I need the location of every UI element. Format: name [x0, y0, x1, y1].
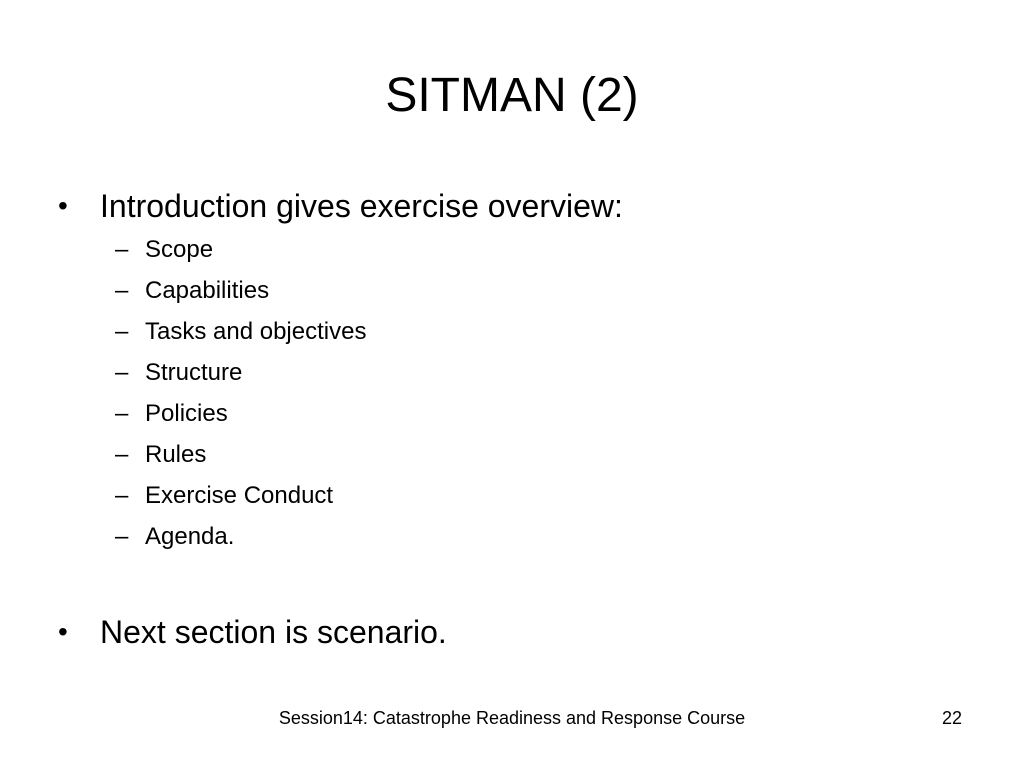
footer-text: Session14: Catastrophe Readiness and Response Course [278, 708, 746, 728]
bullet-marker: • [58, 616, 68, 647]
sub-bullet-text: Scope [145, 236, 214, 263]
sub-bullet-text: Policies [145, 400, 228, 427]
dash-marker: – [115, 523, 129, 550]
dash-marker: – [115, 236, 129, 263]
sub-bullet-text: Rules [145, 441, 207, 468]
sub-bullet-text: Exercise Conduct [145, 482, 334, 509]
sub-bullet-text: Structure [145, 359, 243, 386]
sub-bullet-text: Capabilities [145, 277, 270, 304]
sub-bullet-text: Tasks and objectives [145, 318, 367, 345]
slide-title: SITMAN (2) [385, 69, 639, 122]
dash-marker: – [115, 441, 129, 468]
dash-marker: – [115, 400, 129, 427]
bullet-text: Next section is scenario. [100, 614, 447, 650]
page-number: 22 [941, 708, 962, 728]
dash-marker: – [115, 482, 129, 509]
bullet-marker: • [58, 190, 68, 221]
sub-bullet-text: Agenda. [145, 523, 235, 550]
dash-marker: – [115, 277, 129, 304]
dash-marker: – [115, 318, 129, 345]
dash-marker: – [115, 359, 129, 386]
bullet-text: Introduction gives exercise overview: [100, 188, 623, 224]
